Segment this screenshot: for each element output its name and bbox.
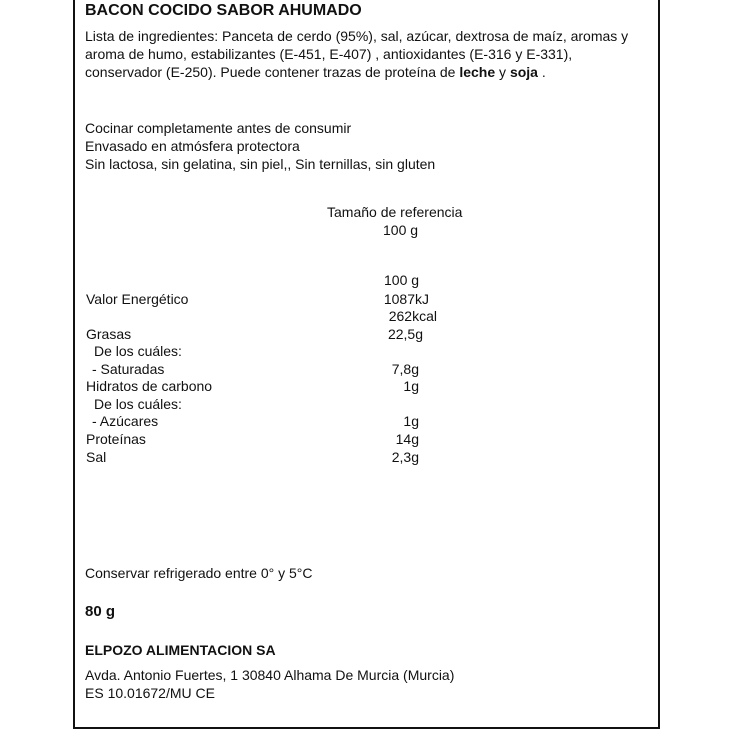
nutrition-row-label: De los cuáles: (94, 343, 182, 359)
nutrition-reference-label: Tamaño de referencia (327, 204, 463, 220)
nutrition-column-header: 100 g (384, 272, 420, 288)
net-weight: 80 g (85, 603, 116, 620)
ingredients-connector: y (495, 64, 510, 80)
note-packaging: Envasado en atmósfera protectora (85, 138, 300, 154)
nutrition-row-label: Grasas (86, 326, 132, 342)
note-cooking: Cocinar completamente antes de consumir (85, 120, 352, 136)
storage-instructions: Conservar refrigerado entre 0° y 5°C (85, 565, 313, 581)
nutrition-row-value: 14g (395, 431, 419, 447)
ingredients-list: Lista de ingredientes: Panceta de cerdo (95%), sal, azúcar, dextrosa de maíz, aromas y aroma de humo, estabilizantes (E-451, E-407) , antioxidantes (E-316 y E-331), conservador (E-250). Puede contener trazas de proteína de (85, 28, 629, 80)
nutrition-row-label: Proteínas (86, 431, 146, 447)
health-mark: ES 10.01672/MU CE (85, 685, 215, 701)
nutrition-row-value: 262kcal (388, 308, 437, 324)
product-title: BACON COCIDO SABOR AHUMADO (85, 2, 362, 19)
nutrition-row-value: 2,3g (391, 449, 419, 465)
ingredients-text (85, 27, 645, 81)
nutrition-row-value: 1087kJ (383, 291, 429, 307)
nutrition-row-value: 1g (403, 413, 419, 429)
nutrition-row-label: - Saturadas (92, 361, 165, 377)
nutrition-row-value: 22,5g (387, 326, 423, 342)
nutrition-row-value: 7,8g (391, 361, 419, 377)
nutrition-row-label: Sal (86, 449, 107, 465)
note-free-from: Sin lactosa, sin gelatina, sin piel,, Sin ternillas, sin gluten (85, 156, 436, 172)
allergen-soy: soja (509, 64, 538, 80)
nutrition-row-label: De los cuáles: (94, 396, 182, 412)
nutrition-row-label: Valor Energético (86, 291, 189, 307)
nutrition-row-label: Hidratos de carbono (86, 378, 213, 394)
nutrition-reference-amount: 100 g (383, 222, 419, 238)
company-name: ELPOZO ALIMENTACION SA (85, 642, 276, 658)
company-address: Avda. Antonio Fuertes, 1 30840 Alhama De Murcia (Murcia) (85, 667, 455, 683)
nutrition-row-value: 1g (403, 378, 419, 394)
nutrition-row-label: - Azúcares (92, 413, 159, 429)
ingredients-end: . (537, 64, 546, 80)
allergen-milk: leche (459, 64, 496, 80)
